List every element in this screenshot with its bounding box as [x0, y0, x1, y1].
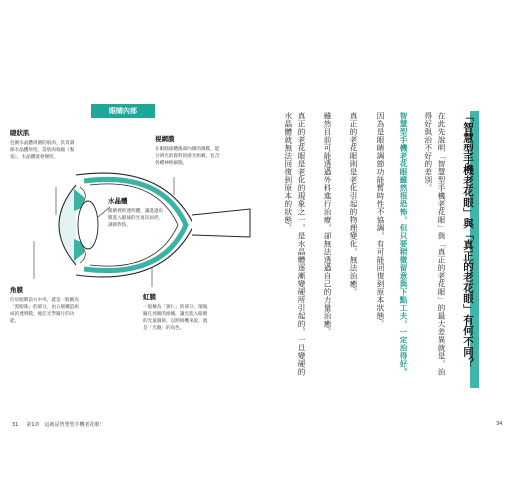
cornea-shape: [59, 185, 76, 265]
label-cornea: 角膜: [10, 286, 23, 294]
desc-ciliary-muscle: 包圍水晶體周圍的肌肉，負責調節水晶體厚度，當肌肉收縮（緊張），水晶體就會變厚。: [10, 141, 75, 160]
paragraph-5: 真正的老花眼是老化的現象之一，是水晶體逐漸變硬所引起的，一旦變硬的水晶體就無法回復到原本的狀態。: [283, 112, 306, 376]
label-ciliary-muscle: 睫狀肌: [10, 129, 30, 137]
paragraph-3: 真正的老花眼則是老化引起的物理變化，無法治癒。: [349, 112, 358, 296]
desc-cornea: 位於眼睛前方中央，就是一般稱為「黑眼珠」的部分，由五層構造組成的透明膜，擔任光學鏡片的功能。: [10, 298, 79, 324]
optic-nerve: [192, 209, 250, 237]
left-page-number: 31: [12, 422, 19, 428]
right-page-number: 34: [496, 421, 503, 427]
lens-shape: [78, 201, 98, 249]
paragraph-4: 雖然目前可能透過外科進行治療，卻無法透過自己的力量治癒。: [323, 112, 332, 336]
highlight-text: 智慧型手機老花眼雖然很恐怖，但只要稍微留意與下點工夫，一定治得好。: [399, 112, 408, 376]
desc-lens: 眼睛裡的透明體，讓進過角膜進入眼球的光再次屈折，調節對焦。: [108, 209, 164, 228]
desc-iris: 一般稱為「黃仁」的部分，環繞瞳孔周圍的組織，讓光進入眼睛的光量調節，以照相機來說，就是「光圈」的角色。: [143, 305, 208, 331]
label-retina: 視網膜: [155, 135, 175, 143]
section-heading: 「智慧型手機老花眼」與「真正的老花眼」有何不同？: [462, 111, 474, 368]
paragraph-2: 因為是眼睛調節功能暫時性不協調，有可能回復到原本狀態。: [376, 112, 385, 328]
diagram-title: 眼睛內部: [91, 104, 155, 118]
paragraph-1: 在此先說明「智慧型手機老花眼」與「真正的老花眼」的最大差異就是，治得好與治不好的差別。: [423, 112, 446, 376]
label-lens: 水晶體: [108, 197, 128, 205]
desc-retina: 在眼睛球體後部內側的薄膜，能分辨光的資料的感光組織，包含各種神經細胞。: [155, 147, 220, 166]
label-iris: 虹膜: [143, 293, 156, 301]
left-footer: [12, 421, 105, 428]
chapter-title: 第1章 這就是智慧型手機老花眼！: [26, 422, 105, 428]
